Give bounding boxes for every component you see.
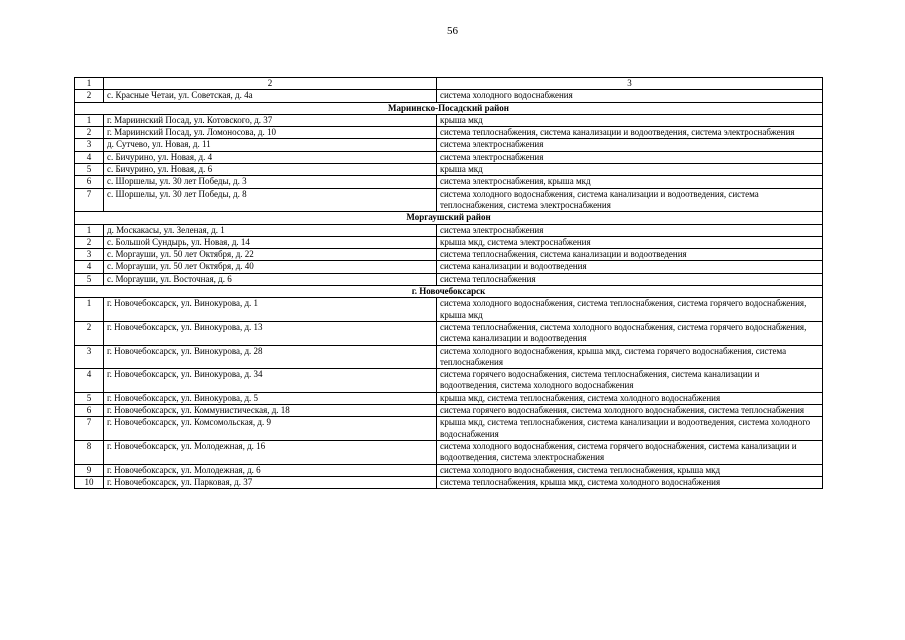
row-address: с. Шоршелы, ул. 30 лет Победы, д. 3 (104, 176, 437, 188)
row-systems: крыша мкд, система электроснабжения (437, 236, 823, 248)
row-number: 3 (75, 249, 104, 261)
row-address: г. Мариинский Посад, ул. Ломоносова, д. 10 (104, 127, 437, 139)
row-number: 2 (75, 321, 104, 345)
table-row (75, 321, 823, 345)
row-systems: система электроснабжения, крыша мкд (437, 176, 823, 188)
row-number: 2 (75, 90, 104, 102)
row-systems: система теплоснабжения, система холодного водоснабжения, система горячего водоснабжения, система канализации и водоотведения (437, 321, 823, 345)
table-row (75, 298, 823, 322)
row-address: д. Москакасы, ул. Зеленая, д. 1 (104, 224, 437, 236)
table-row (75, 224, 823, 236)
row-number: 1 (75, 114, 104, 126)
row-systems: система горячего водоснабжения, система холодного водоснабжения, система теплоснабжения (437, 405, 823, 417)
row-number: 9 (75, 464, 104, 476)
row-number: 8 (75, 440, 104, 464)
table-row (75, 188, 823, 212)
table-row (75, 440, 823, 464)
row-systems: система холодного водоснабжения, система канализации и водоотведения, система теплоснабжения, система электроснабжения (437, 188, 823, 212)
row-systems: крыша мкд (437, 114, 823, 126)
table-row (75, 476, 823, 488)
table-row (75, 369, 823, 393)
row-address: с. Бичурино, ул. Новая, д. 6 (104, 164, 437, 176)
row-number: 10 (75, 476, 104, 488)
row-number: 3 (75, 345, 104, 369)
table-row (75, 405, 823, 417)
row-systems: система холодного водоснабжения, крыша мкд, система горячего водоснабжения, система теплоснабжения (437, 345, 823, 369)
row-number: 4 (75, 369, 104, 393)
table-row (75, 127, 823, 139)
row-number: 5 (75, 164, 104, 176)
row-address: г. Новочебоксарск, ул. Винокурова, д. 13 (104, 321, 437, 345)
row-systems: система теплоснабжения (437, 273, 823, 285)
table-row (75, 139, 823, 151)
row-address: с. Моргауши, ул. 50 лет Октября, д. 40 (104, 261, 437, 273)
row-address: г. Новочебоксарск, ул. Молодежная, д. 16 (104, 440, 437, 464)
row-number: 5 (75, 392, 104, 404)
section-row (75, 102, 823, 114)
section-title: Мариинско-Посадский район (75, 102, 823, 114)
page-number: 56 (447, 25, 458, 37)
table-row (75, 464, 823, 476)
row-address: с. Красные Четаи, ул. Советская, д. 4а (104, 90, 437, 102)
row-systems: система электроснабжения (437, 151, 823, 163)
table-row (75, 114, 823, 126)
row-systems: система теплоснабжения, крыша мкд, система холодного водоснабжения (437, 476, 823, 488)
table-row (75, 345, 823, 369)
row-systems: система канализации и водоотведения (437, 261, 823, 273)
row-address: г. Новочебоксарск, ул. Винокурова, д. 34 (104, 369, 437, 393)
row-address: г. Новочебоксарск, ул. Коммунистическая, д. 18 (104, 405, 437, 417)
row-address: с. Большой Сундырь, ул. Новая, д. 14 (104, 236, 437, 248)
row-address: с. Шоршелы, ул. 30 лет Победы, д. 8 (104, 188, 437, 212)
row-number: 3 (75, 139, 104, 151)
row-systems: система теплоснабжения, система канализации и водоотведения, система электроснабжения (437, 127, 823, 139)
table-row (75, 249, 823, 261)
row-systems: крыша мкд, система теплоснабжения, система холодного водоснабжения (437, 392, 823, 404)
row-number: 1 (75, 224, 104, 236)
row-address: с. Бичурино, ул. Новая, д. 4 (104, 151, 437, 163)
table-row (75, 151, 823, 163)
section-row (75, 286, 823, 298)
row-number: 1 (75, 298, 104, 322)
row-number: 2 (75, 127, 104, 139)
row-address: с. Моргауши, ул. Восточная, д. 6 (104, 273, 437, 285)
table-row (75, 176, 823, 188)
row-systems: система холодного водоснабжения, система теплоснабжения, система горячего водоснабжения, крыша мкд (437, 298, 823, 322)
table-row (75, 164, 823, 176)
row-number: 4 (75, 261, 104, 273)
row-systems: система горячего водоснабжения, система теплоснабжения, система канализации и водоотведения, система холодного водоснабжения (437, 369, 823, 393)
table-row (75, 90, 823, 102)
row-number: 4 (75, 151, 104, 163)
table-body (75, 78, 823, 489)
row-systems: система электроснабжения (437, 139, 823, 151)
row-systems: система холодного водоснабжения (437, 90, 823, 102)
table-row (75, 261, 823, 273)
row-address: г. Новочебоксарск, ул. Винокурова, д. 1 (104, 298, 437, 322)
row-address: г. Новочебоксарск, ул. Комсомольская, д. 9 (104, 417, 437, 441)
row-number: 5 (75, 273, 104, 285)
column-number-2: 2 (104, 78, 437, 90)
column-number-1: 1 (75, 78, 104, 90)
table-row (75, 236, 823, 248)
row-address: г. Новочебоксарск, ул. Молодежная, д. 6 (104, 464, 437, 476)
row-systems: система электроснабжения (437, 224, 823, 236)
column-number-3: 3 (437, 78, 823, 90)
row-address: г. Новочебоксарск, ул. Винокурова, д. 5 (104, 392, 437, 404)
row-systems: крыша мкд, система теплоснабжения, система канализации и водоотведения, система холодного водоснабжения (437, 417, 823, 441)
objects-table (74, 77, 823, 489)
section-title: г. Новочебоксарск (75, 286, 823, 298)
row-address: д. Сутчево, ул. Новая, д. 11 (104, 139, 437, 151)
row-number: 7 (75, 188, 104, 212)
row-number: 2 (75, 236, 104, 248)
row-number: 7 (75, 417, 104, 441)
row-systems: крыша мкд (437, 164, 823, 176)
column-number-row (75, 78, 823, 90)
row-address: г. Мариинский Посад, ул. Котовского, д. 37 (104, 114, 437, 126)
row-number: 6 (75, 176, 104, 188)
table-row (75, 417, 823, 441)
section-row (75, 212, 823, 224)
table-row (75, 392, 823, 404)
row-systems: система холодного водоснабжения, система теплоснабжения, крыша мкд (437, 464, 823, 476)
table-row (75, 273, 823, 285)
section-title: Моргаушский район (75, 212, 823, 224)
row-systems: система теплоснабжения, система канализации и водоотведения (437, 249, 823, 261)
row-systems: система холодного водоснабжения, система горячего водоснабжения, система канализации и водоотведения, система электроснабжения (437, 440, 823, 464)
row-address: г. Новочебоксарск, ул. Винокурова, д. 28 (104, 345, 437, 369)
row-number: 6 (75, 405, 104, 417)
row-address: с. Моргауши, ул. 50 лет Октября, д. 22 (104, 249, 437, 261)
row-address: г. Новочебоксарск, ул. Парковая, д. 37 (104, 476, 437, 488)
